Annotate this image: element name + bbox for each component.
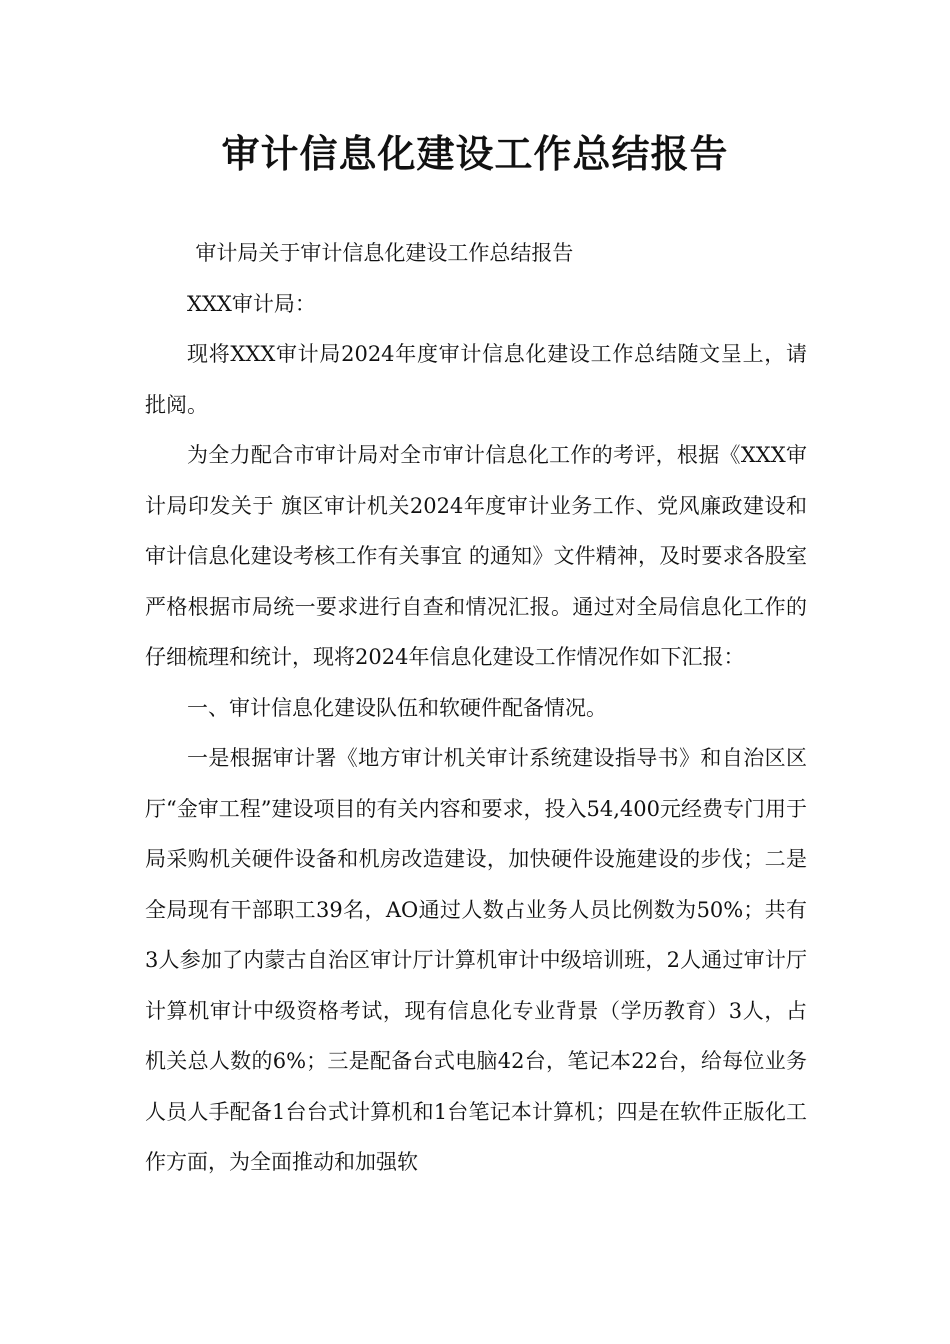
document-title: 审计信息化建设工作总结报告: [221, 132, 729, 176]
paragraph-section-1: 一是根据审计署《地方审计机关审计系统建设指导书》和自治区区厅“金审工程”建设项目的有关内容和要求，投入54,400元经费专门用于局采购机关硬件设备和机房改造建设，加快硬件设施建设的步伐；二是全局现有干部职工39名，AO通过人数占业务人员比例数为50%；共有3人参加了内蒙古自治区审计厅计算机审计中级培训班，2人通过审计厅计算机审计中级资格考试，现有信息化专业背景（学历教育）3人，占机关总人数的6%；三是配备台式电脑42台，笔记本22台，给每位业务人员人手配备1台台式计算机和1台笔记本计算机；四是在软件正版化工作方面，为全面推动和加强软: [145, 746, 807, 1174]
document-body: [145, 228, 807, 1188]
section-heading-1: 一、审计信息化建设队伍和软硬件配备情况。: [187, 695, 607, 720]
paragraph-background: 为全力配合市审计局对全市审计信息化工作的考评，根据《XXX审计局印发关于 旗区审计机关2024年度审计业务工作、党风廉政建设和审计信息化建设考核工作有关事宜 的通知》文件精神，及时要求各股室严格根据市局统一要求进行自查和情况汇报。通过对全局信息化工作的仔细梳理和统计，现将2024年信息化建设工作情况作如下汇报：: [145, 443, 807, 669]
document-subtitle: 审计局关于审计信息化建设工作总结报告: [195, 241, 574, 265]
salutation-line: XXX审计局：: [187, 291, 316, 316]
paragraph-submission: 现将XXX审计局2024年度审计信息化建设工作总结随文呈上，请批阅。: [145, 342, 807, 417]
